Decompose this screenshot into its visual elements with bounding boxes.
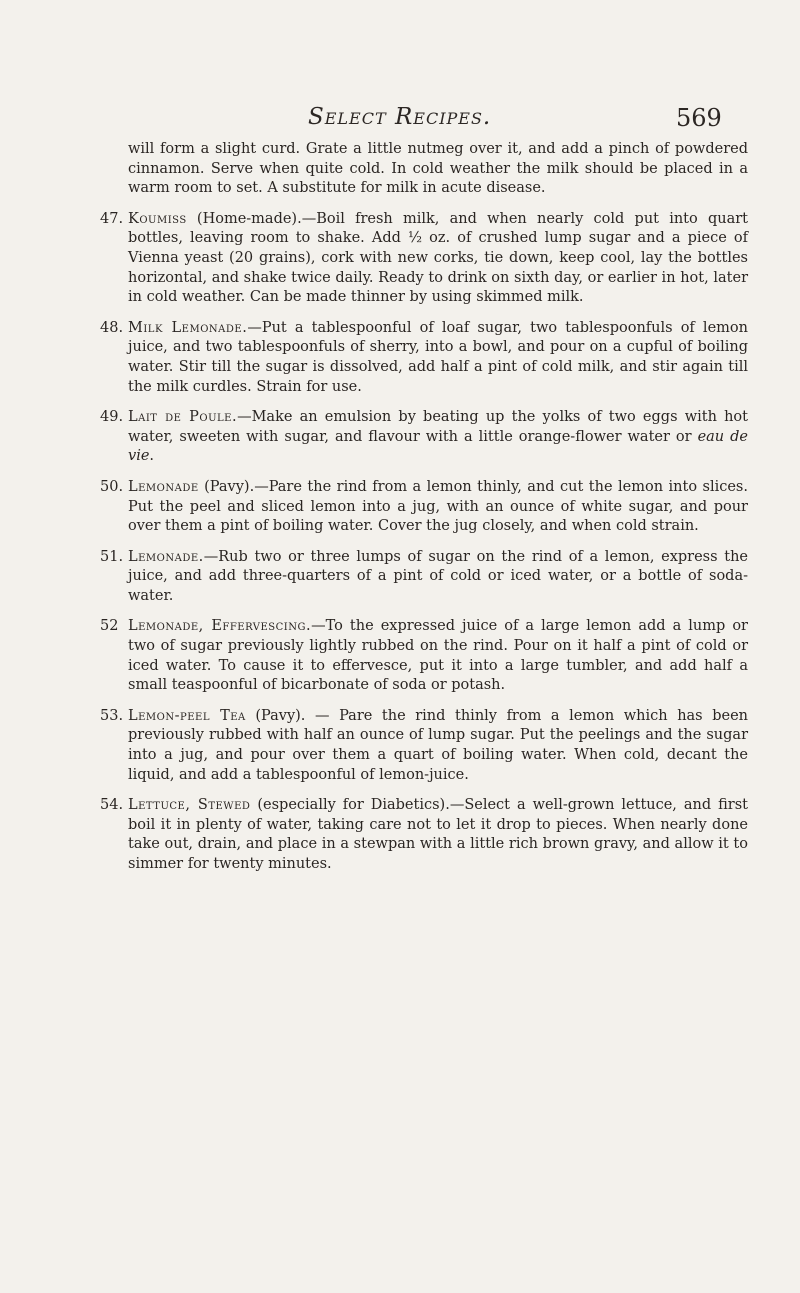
recipe-54 — [100, 796, 748, 874]
page-body — [100, 140, 748, 886]
recipe-50 — [100, 478, 748, 537]
recipe-body: —Boil fresh milk, and when nearly cold put into quart bottles, leaving room to shake. Add ½ oz. of crushed lump sugar and a piece of Vienna yeast (20 grains), cork with new corks, tie down, keep cool, lay the bottles horizontal, and shake twice daily. Ready to drink on sixth day, or earlier in hot, later in cold weather. Can be made thinner by using skimmed milk. — [128, 210, 748, 306]
recipe-number: 53. — [100, 707, 124, 724]
recipe-47 — [100, 210, 748, 308]
recipe-title: Lemonade. — [128, 548, 204, 565]
recipe-title: Lait de Poule. — [128, 409, 238, 426]
recipe-number: 47. — [100, 210, 124, 227]
recipe-48 — [100, 319, 748, 397]
recipe-49 — [100, 408, 748, 467]
recipe-52 — [100, 617, 748, 695]
recipe-body: —Pare the rind from a lemon thinly, and cut the lemon into slices. Put the peel and sliced lemon into a jug, with an ounce of white sugar, and pour over them a pint of boiling water. Cover the jug closely, and when cold strain. — [128, 478, 748, 535]
recipe-body: —Make an emulsion by beating up the yolks of two eggs with hot water, sweeten with sugar, and flavour with a little orange-flower water or — [128, 409, 748, 445]
recipe-body: —Select a well-grown lettuce, and first boil it in plenty of water, taking care not to let it drop to pieces. When nearly done take out, drain, and place in a stewpan with a little rich brown gravy, and allow it to simmer for twenty minutes. — [128, 797, 748, 872]
recipe-number: 49. — [100, 409, 124, 426]
recipe-53 — [100, 707, 748, 785]
running-title: Select Recipes. — [308, 104, 492, 130]
recipe-number: 52 — [100, 618, 119, 635]
recipe-number: 54. — [100, 797, 124, 814]
recipe-body: —To the expressed juice of a large lemon add a lump or two of sugar previously lightly rubbed on the rind. Pour on it half a pint of cold or iced water. To cause it to effervesce, put it into a large tumbler, and add half a small teaspoonful of bicarbonate of soda or potash. — [128, 618, 748, 694]
recipe-number: 48. — [100, 319, 124, 336]
recipe-title-note: (Pavy). — [245, 707, 306, 724]
running-head — [0, 96, 800, 136]
recipe-title: Koumiss — [128, 210, 187, 227]
recipe-title: Lettuce, Stewed — [128, 797, 251, 814]
recipe-title-note: (Pavy). — [198, 478, 255, 495]
recipe-body: — Pare the rind thinly from a lemon which has been previously rubbed with half an ounce of lump sugar. Put the peelings and the sugar into a jug, and pour over them a quart of boiling water. When cold, decant the liquid, and add a tablespoonful of lemon-juice. — [128, 707, 748, 783]
recipe-body: —Rub two or three lumps of sugar on the rind of a lemon, express the juice, and add three-quarters of a pint of cold or iced water, or a bottle of soda-water. — [128, 548, 748, 604]
recipe-51 — [100, 548, 748, 607]
recipe-title-note: (Home-made). — [186, 210, 302, 227]
recipe-title-note: (especially for Diabetics). — [250, 797, 450, 814]
recipe-number: 50. — [100, 478, 124, 495]
recipe-body-end: . — [149, 448, 155, 465]
recipe-title: Milk Lemonade. — [128, 319, 248, 336]
recipe-body-italic: eau de vie — [128, 428, 749, 465]
recipe-number: 51. — [100, 548, 124, 565]
recipe-title: Lemonade — [128, 478, 199, 495]
recipe-title: Lemon-peel Tea — [128, 707, 246, 724]
page-number: 569 — [676, 104, 722, 132]
recipe-title: Lemonade, Effervescing. — [128, 618, 312, 635]
continuation-paragraph: will form a slight curd. Grate a little nutmeg over it, and add a pinch of powdered cinnamon. Serve when quite cold. In cold weather the milk should be placed in a warm room to set. A substitute for milk in acute disease. — [128, 141, 748, 197]
recipe-body: —Put a tablespoonful of loaf sugar, two tablespoonfuls of lemon juice, and two tablespoonfuls of sherry, into a bowl, and pour on a cupful of boiling water. Stir till the sugar is dissolved, add half a pint of cold milk, and stir again till the milk curdles. Strain for use. — [128, 319, 748, 395]
